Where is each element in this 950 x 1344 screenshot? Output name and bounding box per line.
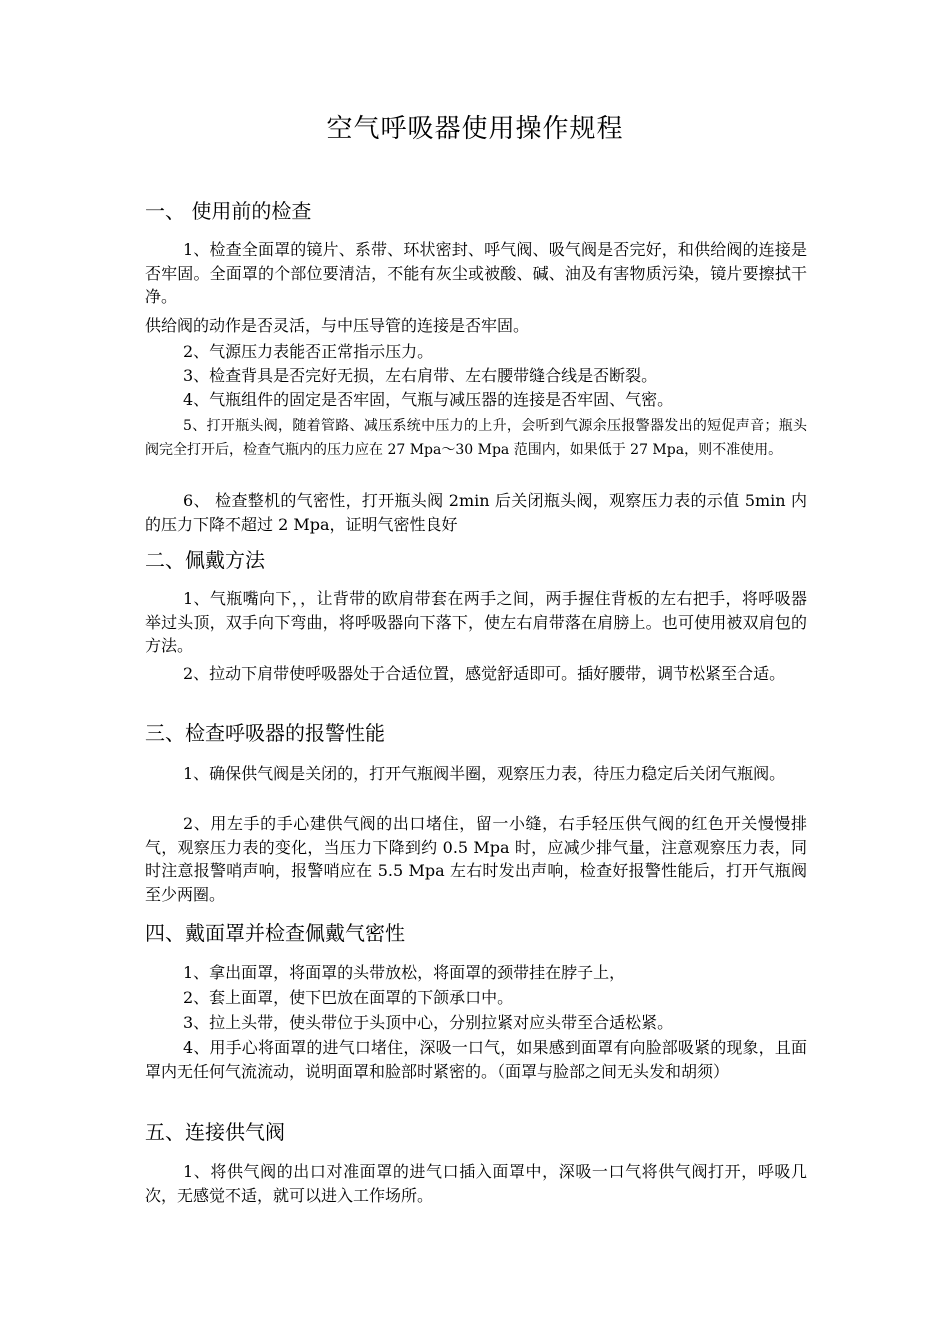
section-heading-4: 四、戴面罩并检查佩戴气密性 [145,921,405,945]
paragraph: 4、气瓶组件的固定是否牢固，气瓶与减压器的连接是否牢固、气密。 [183,390,674,409]
paragraph: 2、套上面罩，使下巴放在面罩的下颌承口中。 [183,988,514,1007]
paragraph: 5、打开瓶头阀，随着管路、减压系统中压力的上升，会听到气源余压报警器发出的短促声音；瓶头阀完全打开后，检查气瓶内的压力应在 27 Mpa～30 Mpa 范围内，如果低于 27 Mpa，则不准使用。 [145,418,807,458]
paragraph: 6、 检查整机的气密性，打开瓶头阀 2min 后关闭瓶头阀，观察压力表的示值 5min 内的压力下降不超过 2 Mpa，证明气密性良好 [145,491,807,534]
paragraph: 3、检查背具是否完好无损，左右肩带、左右腰带缝合线是否断裂。 [183,366,658,385]
section-heading-3: 三、检查呼吸器的报警性能 [145,721,385,745]
paragraph: 2、用左手的手心建供气阀的出口堵住，留一小缝，右手轻压供气阀的红色开关慢慢排气，观察压力表的变化，当压力下降到约 0.5 Mpa 时，应减少排气量，注意观察压力表，同时注意报警哨声响，报警哨应在 5.5 Mpa 左右时发出声响，检查好报警性能后，打开气瓶阀至少两圈。 [145,814,807,904]
section-heading-1: 一、 使用前的检查 [145,199,312,223]
section-heading-5: 五、连接供气阀 [145,1120,285,1144]
paragraph: 1、确保供气阀是关闭的，打开气瓶阀半圈，观察压力表，待压力稳定后关闭气瓶阀。 [183,764,786,783]
section-heading-2: 二、佩戴方法 [145,548,265,572]
paragraph: 1、拿出面罩，将面罩的头带放松，将面罩的颈带挂在脖子上， [183,963,626,982]
paragraph: 3、拉上头带，使头带位于头顶中心，分别拉紧对应头带至合适松紧。 [183,1013,674,1032]
paragraph: 供给阀的动作是否灵活，与中压导管的连接是否牢固。 [145,316,530,335]
paragraph: 1、将供气阀的出口对准面罩的进气口插入面罩中，深吸一口气将供气阀打开，呼吸几次，无感觉不适，就可以进入工作场所。 [145,1162,807,1205]
paragraph: 1、气瓶嘴向下，，让背带的欧肩带套在两手之间，两手握住背板的左右把手，将呼吸器举过头顶，双手向下弯曲，将呼吸器向下落下，使左右肩带落在肩膀上。也可使用被双肩包的方法。 [145,589,807,655]
paragraph: 2、气源压力表能否正常指示压力。 [183,342,434,361]
paragraph: 2、拉动下肩带使呼吸器处于合适位置，感觉舒适即可。插好腰带，调节松紧至合适。 [183,664,786,683]
paragraph: 4、用手心将面罩的进气口堵住，深吸一口气，如果感到面罩有向脸部吸紧的现象，且面罩内无任何气流流动，说明面罩和脸部时紧密的。（面罩与脸部之间无头发和胡须） [145,1038,807,1081]
paragraph: 1、检查全面罩的镜片、系带、环状密封、呼气阀、吸气阀是否完好，和供给阀的连接是否牢固。全面罩的个部位要清洁，不能有灰尘或被酸、碱、油及有害物质污染，镜片要擦拭干净。 [145,240,807,306]
document-title: 空气呼吸器使用操作规程 [326,114,624,144]
